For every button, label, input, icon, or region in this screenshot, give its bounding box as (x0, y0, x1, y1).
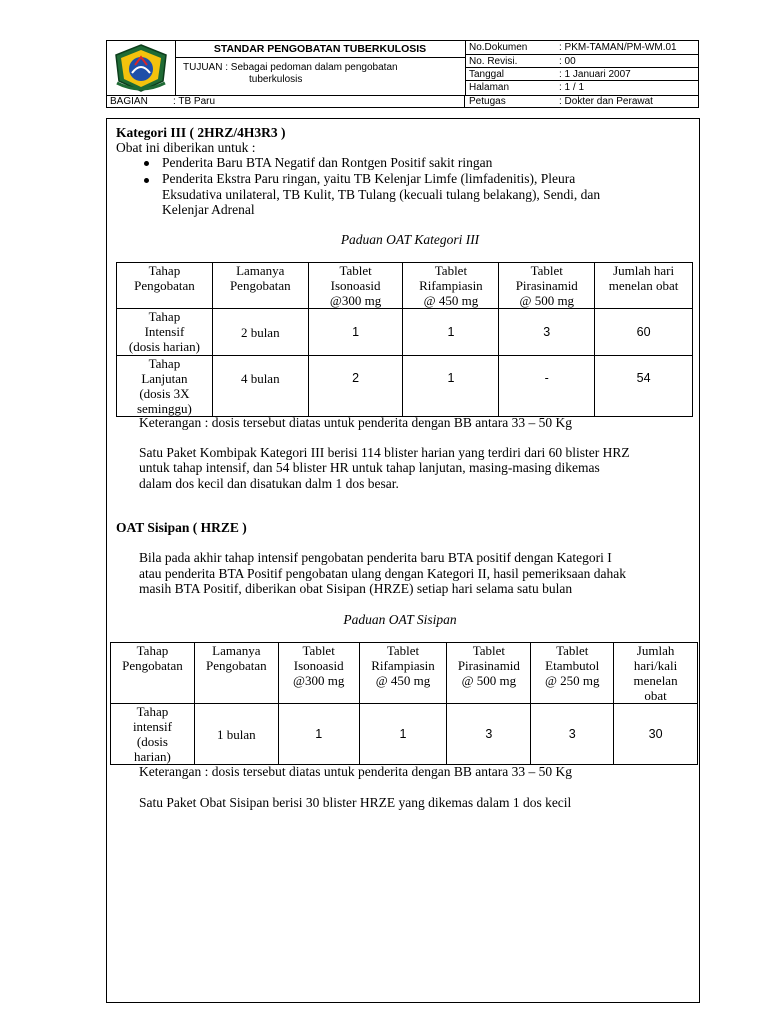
header-cell: Tablet Isonoasid @300 mg (278, 643, 359, 704)
header-cell: Tablet Isonoasid @300 mg (308, 263, 403, 309)
keterangan-note: Keterangan : dosis tersebut diatas untuk penderita dengan BB antara 33 – 50 Kg (139, 415, 573, 430)
document-title: STANDAR PENGOBATAN TUBERKULOSIS (175, 41, 465, 58)
header-cell: Jumlah hari/kali menelan obat (614, 643, 698, 704)
table-title: Paduan OAT Kategori III (340, 232, 480, 247)
table-title: Paduan OAT Sisipan (343, 612, 457, 627)
table-row (111, 704, 698, 765)
header-cell: Tablet Rifampiasin @ 450 mg (359, 643, 447, 704)
document-header (106, 40, 699, 108)
isonoasid-cell: 2 (308, 356, 403, 417)
bagian-value: : TB Paru (173, 96, 216, 107)
lama-cell: 1 bulan (194, 704, 278, 765)
table-header-row (111, 643, 698, 704)
kategori-3-table (116, 262, 693, 417)
header-cell: Tablet Rifampiasin @ 450 mg (403, 263, 499, 309)
header-cell: Lamanya Pengobatan (194, 643, 278, 704)
tahap-cell: Tahap intensif (dosis harian) (111, 704, 195, 765)
intro-text: Obat ini diberikan untuk : (116, 140, 256, 155)
rifampiasin-cell: 1 (359, 704, 447, 765)
header-cell: Tablet Pirasinamid @ 500 mg (499, 263, 595, 309)
jumlah-cell: 60 (595, 309, 693, 356)
lama-cell: 2 bulan (212, 309, 308, 356)
header-cell: Lamanya Pengobatan (212, 263, 308, 309)
lama-cell: 4 bulan (212, 356, 308, 417)
table-row (117, 356, 693, 417)
keterangan-note: Keterangan : dosis tersebut diatas untuk penderita dengan BB antara 33 – 50 Kg (139, 764, 573, 779)
paragraph-line: dalam dos kecil dan disatukan dalm 1 dos besar. (139, 476, 399, 491)
final-paragraph: Satu Paket Obat Sisipan berisi 30 blister HRZE yang dikemas dalam 1 dos kecil (139, 795, 572, 810)
divider (464, 96, 465, 108)
bullet-text: Eksudativa unilateral, TB Kulit, TB Tulang (kecuali tulang belakang), Sendi, dan (162, 187, 601, 202)
paragraph-line: Satu Paket Kombipak Kategori III berisi 114 blister harian yang terdiri dari 60 blister HRZ (139, 445, 630, 460)
logo-cell (107, 41, 176, 95)
pirasinamid-cell: 3 (447, 704, 531, 765)
header-middle (175, 41, 466, 95)
tujuan-line: tuberkulosis (249, 74, 303, 85)
field-value: : 00 (559, 56, 576, 67)
field-value: : 1 Januari 2007 (559, 69, 631, 80)
bullet-icon (144, 178, 149, 183)
field-value: : PKM-TAMAN/PM-WM.01 (559, 42, 677, 53)
section-heading-sisipan: OAT Sisipan ( HRZE ) (116, 520, 247, 535)
field-key: Halaman (469, 82, 510, 93)
header-bottom-row (107, 95, 698, 108)
regency-emblem-logo (111, 43, 171, 93)
field-row (465, 68, 699, 81)
sisipan-table (110, 642, 698, 765)
jumlah-cell: 30 (614, 704, 698, 765)
paragraph-line: untuk tahap intensif, dan 54 blister HR untuk tahap lanjutan, masing-masing dikemas (139, 460, 600, 475)
jumlah-cell: 54 (595, 356, 693, 417)
bullet-text: Kelenjar Adrenal (162, 202, 255, 217)
pirasinamid-cell: 3 (499, 309, 595, 356)
table-row (117, 309, 693, 356)
tujuan-text (183, 62, 458, 86)
header-cell: Tablet Etambutol @ 250 mg (531, 643, 614, 704)
tujuan-line: TUJUAN : Sebagai pedoman dalam pengobatan (183, 62, 398, 73)
isonoasid-cell: 1 (278, 704, 359, 765)
field-row (465, 41, 699, 55)
etambutol-cell: 3 (531, 704, 614, 765)
paragraph-line: Bila pada akhir tahap intensif pengobatan penderita baru BTA positif dengan Kategori I (139, 550, 612, 565)
table-header-row (117, 263, 693, 309)
rifampiasin-cell: 1 (403, 356, 499, 417)
bullet-text: Penderita Baru BTA Negatif dan Rontgen Positif sakit ringan (162, 155, 493, 170)
header-cell: Tahap Pengobatan (117, 263, 213, 309)
tahap-cell: Tahap Intensif (dosis harian) (117, 309, 213, 356)
bullet-icon (144, 161, 149, 166)
field-value: : 1 / 1 (559, 82, 585, 93)
petugas-value: : Dokter dan Perawat (559, 96, 653, 107)
bagian-label: BAGIAN (110, 96, 148, 107)
header-cell: Tablet Pirasinamid @ 500 mg (447, 643, 531, 704)
field-row (465, 81, 699, 94)
paragraph-line: masih BTA Positif, diberikan obat Sisipan (HRZE) setiap hari selama satu bulan (139, 581, 573, 596)
header-cell: Jumlah hari menelan obat (595, 263, 693, 309)
pirasinamid-cell: - (499, 356, 595, 417)
rifampiasin-cell: 1 (403, 309, 499, 356)
section-heading-kategori-3: Kategori III ( 2HRZ/4H3R3 ) (116, 125, 286, 140)
field-key: Tanggal (469, 69, 505, 80)
header-fields (465, 41, 699, 95)
petugas-label: Petugas (469, 96, 506, 107)
tahap-cell: Tahap Lanjutan (dosis 3X seminggu) (117, 356, 213, 417)
header-cell: Tahap Pengobatan (111, 643, 195, 704)
field-row (465, 55, 699, 68)
paragraph-line: atau penderita BTA Positif pengobatan ulang dengan Kategori II, hasil pemeriksaan dahak (139, 566, 627, 581)
field-key: No.Dokumen (469, 42, 528, 53)
bullet-text: Penderita Ekstra Paru ringan, yaitu TB Kelenjar Limfe (limfadenitis), Pleura (162, 171, 576, 186)
isonoasid-cell: 1 (308, 309, 403, 356)
field-key: No. Revisi. (469, 56, 518, 67)
